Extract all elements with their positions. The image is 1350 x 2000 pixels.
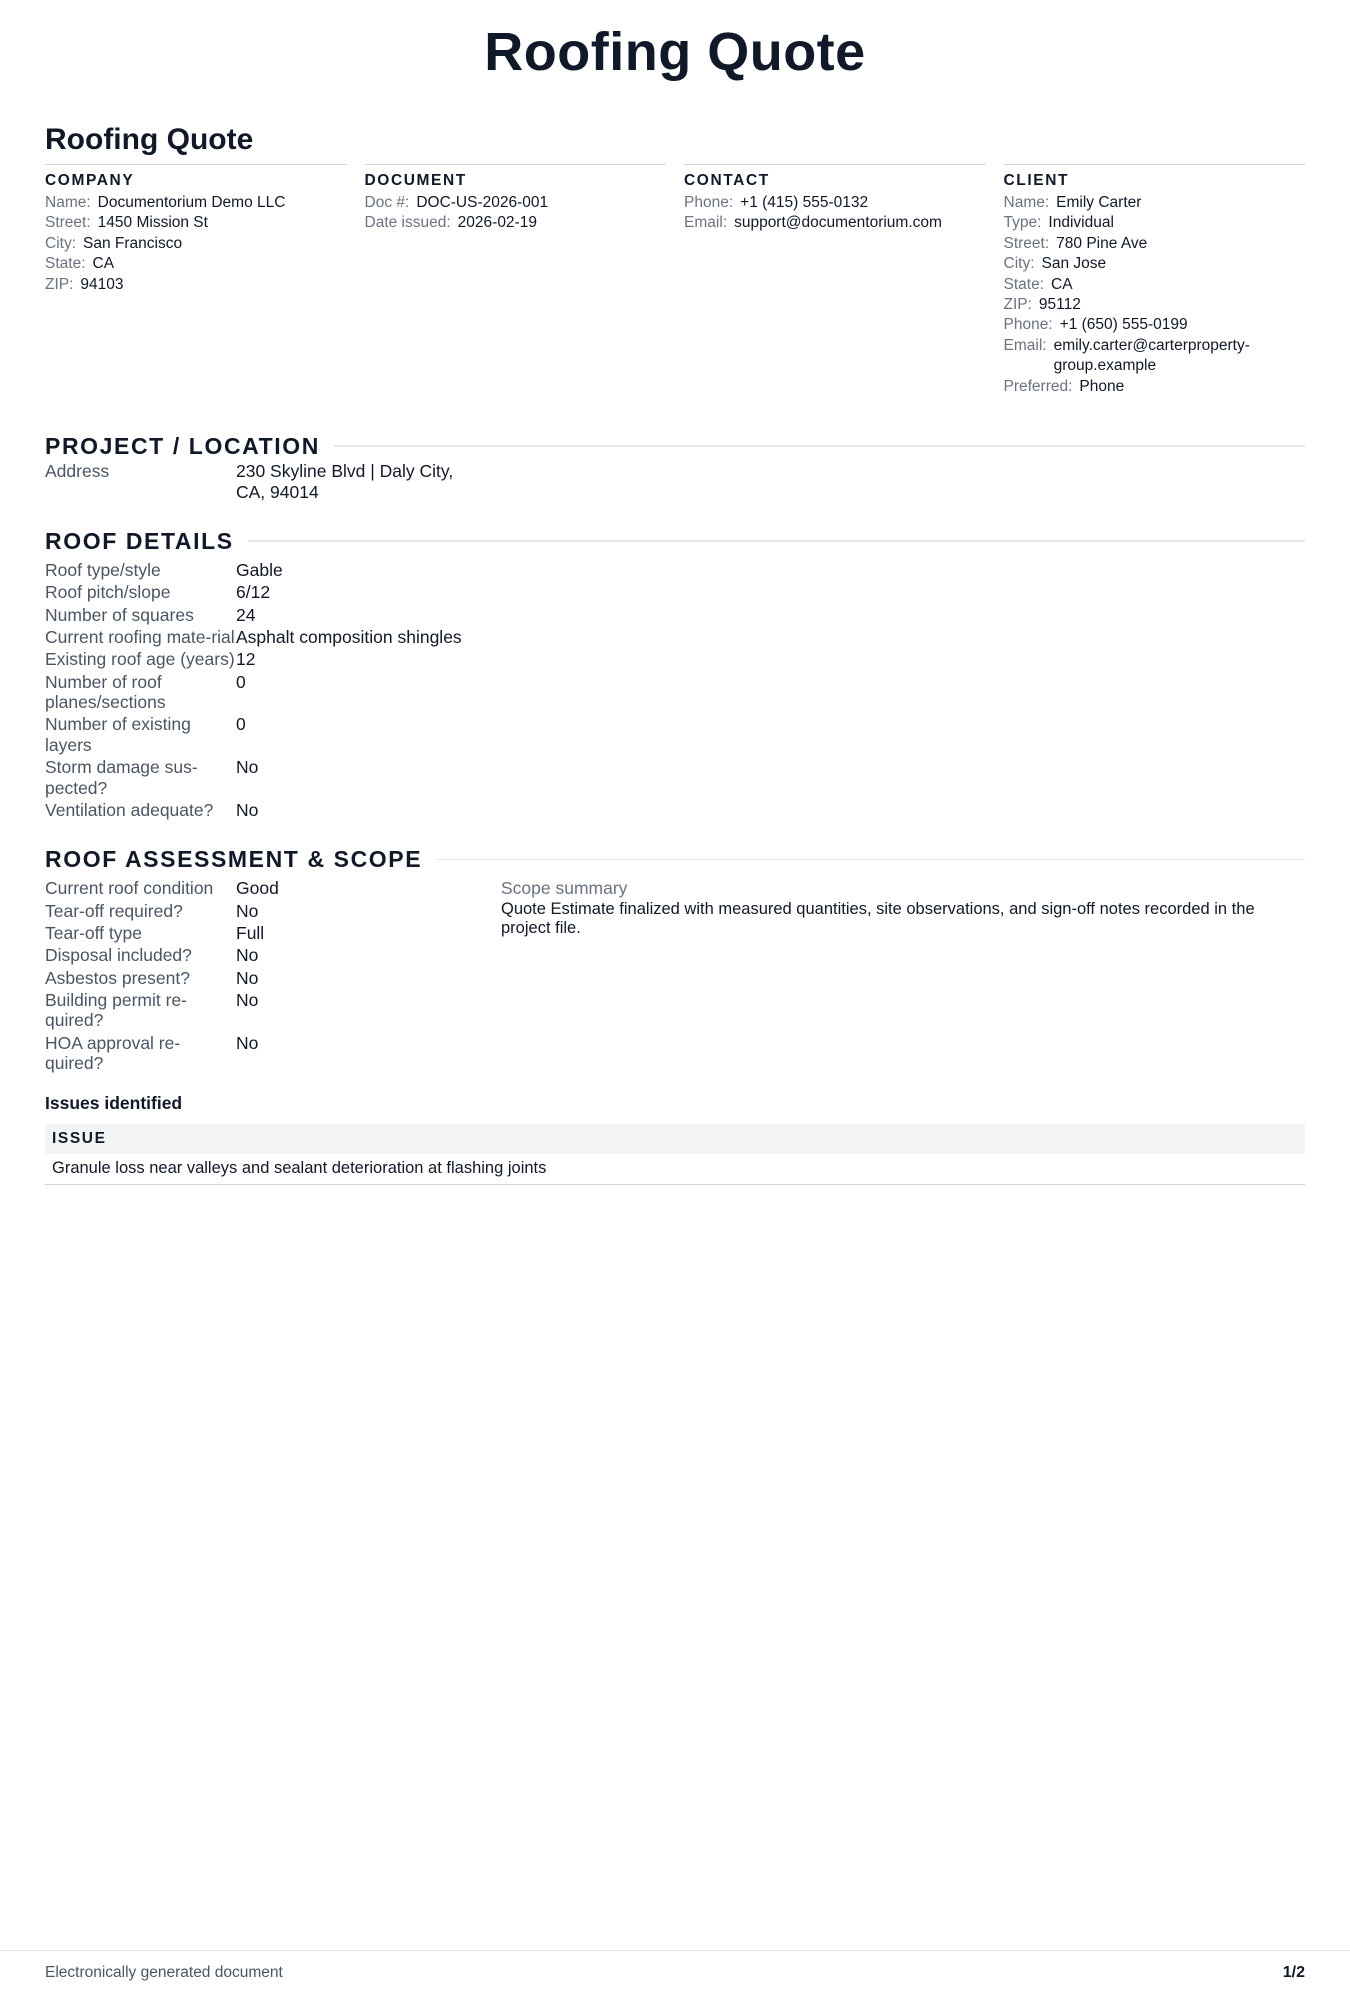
client-city-row: [1004, 254, 1306, 274]
field-value: Emily Carter: [1056, 194, 1142, 211]
field-value: emily.carter@carterproperty-group.example: [1053, 336, 1250, 375]
roof-detail-label: Number of squares: [45, 604, 194, 625]
client-block: [1004, 164, 1306, 397]
scope-summary-text: Quote Estimate finalized with measured quantities, site observations, and sign-off notes recorded in the project file.: [501, 899, 1255, 937]
client-phone-row: [1004, 315, 1306, 335]
client-name-row: [1004, 193, 1306, 213]
field-value: 1450 Mission St: [97, 214, 208, 232]
roof-detail-row: [45, 757, 605, 798]
roof-assessment-section: [45, 844, 1305, 1184]
field-value: 2026-02-19: [457, 214, 537, 232]
document-title: Roofing Quote: [484, 22, 866, 82]
section-divider: [436, 859, 1305, 861]
assessment-label: Tear-off required?: [45, 900, 183, 921]
field-value: CA: [1051, 275, 1073, 293]
company-state-row: [45, 254, 347, 274]
scope-summary: [501, 878, 1305, 1075]
address-value: [236, 461, 453, 502]
section-title: PROJECT / LOCATION: [45, 432, 320, 459]
page-number: 1/2: [1282, 1964, 1305, 1981]
field-value: DOC-US-2026-001: [416, 194, 549, 211]
assessment-columns: [45, 878, 1305, 1075]
roof-detail-row: [45, 649, 605, 670]
field-label: ZIP:: [1003, 296, 1032, 314]
roof-detail-value: Asphalt composition shingles: [236, 626, 462, 647]
date-issued-row: [365, 213, 667, 233]
assessment-list: [45, 878, 501, 1075]
field-label: Email:: [1003, 336, 1047, 354]
field-label: State:: [1003, 275, 1044, 293]
roof-detail-row: [45, 714, 605, 755]
client-street-row: [1004, 234, 1306, 254]
field-label: Type:: [1003, 214, 1042, 232]
contact-email-row: [684, 213, 986, 233]
client-preferred-row: [1004, 377, 1306, 397]
address-line-1: 230 Skyline Blvd | Daly City,: [236, 461, 454, 482]
roof-details-list: [45, 560, 605, 820]
address-row: [45, 461, 1305, 502]
project-location-section: [45, 431, 1305, 502]
section-header: [45, 431, 1305, 461]
issues-title: Issues identified: [45, 1092, 183, 1113]
field-label: Street:: [45, 214, 91, 232]
roof-detail-row: [45, 605, 605, 626]
assessment-row: [45, 1033, 501, 1074]
section-header: [45, 526, 1305, 556]
section-title: ROOF DETAILS: [45, 527, 234, 554]
field-label: Street:: [1003, 234, 1050, 252]
field-label: City:: [45, 234, 76, 252]
party-info-grid: [45, 164, 1305, 397]
client-email-row: [1004, 336, 1306, 377]
roof-details-section: [45, 526, 1305, 820]
roof-detail-label: Roof pitch/slope: [45, 582, 171, 603]
client-zip-row: [1004, 295, 1306, 315]
field-label: Preferred:: [1003, 377, 1073, 395]
roof-detail-value: 12: [236, 649, 256, 670]
company-name-row: [45, 193, 347, 213]
page-footer: [0, 1950, 1350, 1981]
field-value: 780 Pine Ave: [1056, 234, 1148, 252]
field-value: 95112: [1038, 296, 1081, 314]
roof-detail-row: [45, 582, 605, 603]
roof-detail-value: No: [236, 799, 259, 820]
field-value: 94103: [80, 275, 124, 293]
roof-detail-row: [45, 672, 605, 713]
section-header: [45, 844, 1305, 874]
document-heading: DOCUMENT: [364, 172, 467, 189]
client-heading: CLIENT: [1003, 172, 1070, 189]
assessment-label: HOA approval re-quired?: [45, 1032, 181, 1074]
contact-block: [684, 164, 986, 397]
assessment-value: Full: [236, 923, 265, 944]
section-divider: [334, 445, 1305, 447]
assessment-value: No: [236, 989, 259, 1010]
field-label: Date issued:: [364, 214, 451, 232]
assessment-row: [45, 945, 501, 966]
assessment-label: Current roof condition: [45, 878, 214, 899]
company-block: [45, 164, 347, 397]
issues-table: [45, 1124, 1305, 1185]
document-block: [365, 164, 667, 397]
field-label: Name:: [1003, 194, 1050, 211]
company-heading: COMPANY: [45, 172, 135, 189]
scope-summary-label: Scope summary: [501, 878, 628, 899]
roof-detail-value: 24: [236, 604, 256, 625]
roof-detail-row: [45, 800, 605, 821]
assessment-row: [45, 923, 501, 944]
field-label: Doc #:: [364, 194, 410, 211]
document-page: [45, 0, 1305, 1185]
roof-detail-value: 6/12: [236, 582, 271, 603]
issues-header-row: [45, 1124, 1305, 1154]
field-value: San Jose: [1041, 255, 1107, 273]
assessment-value: No: [236, 1032, 259, 1053]
field-label: Email:: [684, 214, 728, 232]
roof-detail-label: Existing roof age (years): [45, 649, 235, 670]
field-value: +1 (650) 555-0199: [1059, 316, 1188, 334]
field-value: support@documentorium.com: [734, 214, 942, 232]
assessment-label: Tear-off type: [45, 923, 142, 944]
doc-number-row: [365, 193, 667, 213]
assessment-row: [45, 901, 501, 922]
assessment-value: No: [236, 900, 259, 921]
assessment-row: [45, 990, 501, 1031]
field-label: Phone:: [684, 194, 734, 211]
roof-detail-row: [45, 560, 605, 581]
field-label: State:: [45, 255, 86, 273]
roof-detail-label: Current roofing mate-rial: [45, 626, 235, 647]
roof-detail-label: Number of existing layers: [45, 714, 191, 755]
field-value: San Francisco: [83, 234, 183, 252]
field-value: Documentorium Demo LLC: [97, 194, 286, 211]
assessment-value: No: [236, 967, 259, 988]
document-subtitle: Roofing Quote: [45, 123, 254, 156]
roof-detail-value: No: [236, 757, 259, 778]
contact-heading: CONTACT: [684, 172, 770, 189]
assessment-row: [45, 878, 501, 899]
roof-detail-label: Roof type/style: [45, 560, 161, 581]
field-value: +1 (415) 555-0132: [740, 194, 869, 211]
assessment-label: Disposal included?: [45, 945, 192, 966]
field-label: Phone:: [1003, 316, 1053, 334]
issue-column-header: ISSUE: [45, 1124, 1305, 1154]
section-divider: [248, 540, 1305, 542]
roof-detail-row: [45, 627, 605, 648]
table-row: [45, 1154, 1305, 1185]
company-street-row: [45, 213, 347, 233]
assessment-row: [45, 968, 501, 989]
field-value: Individual: [1048, 214, 1114, 232]
company-zip-row: [45, 275, 347, 295]
roof-detail-value: 0: [236, 714, 246, 735]
roof-detail-value: 0: [236, 671, 246, 692]
field-value: Phone: [1079, 377, 1125, 395]
company-city-row: [45, 234, 347, 254]
assessment-value: Good: [236, 878, 279, 899]
issue-cell: Granule loss near valleys and sealant deterioration at flashing joints: [45, 1154, 1305, 1185]
contact-phone-row: [684, 193, 986, 213]
address-label: Address: [45, 461, 110, 482]
roof-detail-label: Storm damage sus-pected?: [45, 757, 198, 798]
roof-detail-value: Gable: [236, 560, 283, 581]
assessment-label: Asbestos present?: [45, 967, 190, 988]
address-line-2: CA, 94014: [236, 481, 319, 502]
section-title: ROOF ASSESSMENT & SCOPE: [45, 845, 423, 872]
field-label: ZIP:: [45, 275, 74, 293]
roof-detail-label: Number of roof planes/sections: [45, 671, 166, 713]
roof-detail-label: Ventilation adequate?: [45, 799, 214, 820]
client-type-row: [1004, 213, 1306, 233]
client-state-row: [1004, 275, 1306, 295]
field-value: CA: [92, 255, 115, 273]
assessment-value: No: [236, 945, 259, 966]
footer-note: Electronically generated document: [45, 1964, 283, 1981]
field-label: Name:: [45, 194, 91, 211]
assessment-label: Building permit re-quired?: [45, 989, 187, 1031]
field-label: City:: [1003, 255, 1035, 273]
